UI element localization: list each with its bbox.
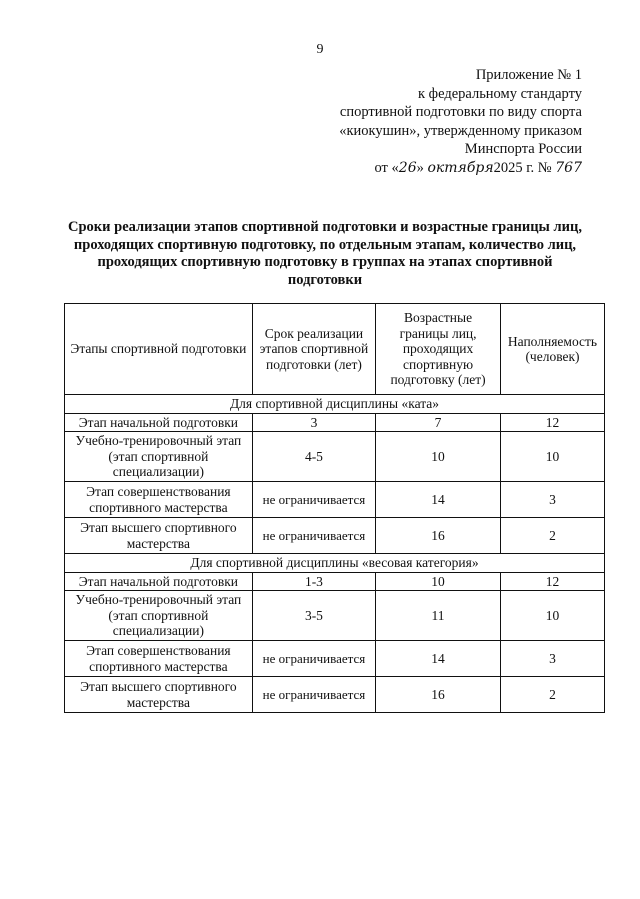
cell-fill: 3 — [500, 641, 604, 677]
header-age: Возрастные границы лиц, проходящих спортивную подготовку (лет) — [376, 304, 501, 395]
table-row — [65, 641, 605, 677]
cell-age: 14 — [376, 482, 501, 518]
handwritten-day: 26 — [398, 159, 417, 176]
date-prefix: от « — [374, 159, 399, 176]
date-day-suffix: » — [416, 159, 424, 176]
cell-term: 1-3 — [252, 572, 375, 591]
cell-term: не ограничивается — [252, 641, 375, 677]
cell-stage: Этап начальной подготовки — [65, 413, 253, 432]
cell-stage: Учебно-тренировочный этап (этап спортивной специализации) — [65, 591, 253, 641]
handwritten-order-number: 767 — [555, 159, 582, 176]
table-row — [65, 677, 605, 713]
header-stage: Этапы спортивной подготовки — [65, 304, 253, 395]
section-title: Для спортивной дисциплины «весовая категория» — [65, 554, 605, 573]
appendix-block — [262, 66, 582, 177]
order-date-line — [262, 159, 582, 178]
cell-stage: Этап высшего спортивного мастерства — [65, 677, 253, 713]
table-header-row — [65, 304, 605, 395]
cell-age: 10 — [376, 572, 501, 591]
cell-stage: Учебно-тренировочный этап (этап спортивной специализации) — [65, 432, 253, 482]
table-row — [65, 572, 605, 591]
cell-term: не ограничивается — [252, 518, 375, 554]
table-row — [65, 518, 605, 554]
cell-stage: Этап совершенствования спортивного мастерства — [65, 641, 253, 677]
table-row — [65, 591, 605, 641]
document-title: Сроки реализации этапов спортивной подготовки и возрастные границы лиц, проходящих спортивную подготовку, по отдельным этапам, количество лиц, проходящих спортивную подготовку в группах на этапах спортивной подготовки — [68, 219, 582, 288]
cell-stage: Этап совершенствования спортивного мастерства — [65, 482, 253, 518]
cell-fill: 10 — [500, 432, 604, 482]
appendix-line: к федеральному стандарту — [418, 85, 582, 102]
appendix-line: спортивной подготовки по виду спорта — [339, 104, 582, 120]
cell-age: 11 — [376, 591, 501, 641]
table-row — [65, 432, 605, 482]
appendix-line: «киокушин», утвержденному приказом — [339, 122, 582, 139]
cell-age: 16 — [376, 518, 501, 554]
cell-fill: 12 — [500, 413, 604, 432]
cell-age: 10 — [376, 432, 501, 482]
cell-term: 3-5 — [252, 591, 375, 641]
appendix-line: Приложение № 1 — [475, 67, 582, 83]
cell-age: 7 — [376, 413, 501, 432]
cell-term: 4-5 — [252, 432, 375, 482]
cell-fill: 2 — [500, 518, 604, 554]
cell-term: не ограничивается — [252, 677, 375, 713]
section-title: Для спортивной дисциплины «ката» — [65, 395, 605, 414]
cell-fill: 10 — [500, 591, 604, 641]
handwritten-month: октября — [427, 159, 494, 176]
header-fill: Наполняемость (человек) — [500, 304, 604, 395]
date-year-text: 2025 г. № — [493, 159, 552, 176]
table-row — [65, 482, 605, 518]
appendix-line: Минспорта России — [464, 141, 582, 157]
table-row — [65, 413, 605, 432]
section-row-weight-category — [65, 554, 605, 573]
cell-stage: Этап высшего спортивного мастерства — [65, 518, 253, 554]
cell-fill: 12 — [500, 572, 604, 591]
cell-stage: Этап начальной подготовки — [65, 572, 253, 591]
page-number: 9 — [316, 42, 324, 57]
header-term: Срок реализации этапов спортивной подготовки (лет) — [252, 304, 375, 395]
cell-term: не ограничивается — [252, 482, 375, 518]
cell-age: 16 — [376, 677, 501, 713]
cell-fill: 2 — [500, 677, 604, 713]
cell-term: 3 — [252, 413, 375, 432]
cell-age: 14 — [376, 641, 501, 677]
section-row-kata — [65, 395, 605, 414]
training-periods-table — [64, 303, 605, 713]
cell-fill: 3 — [500, 482, 604, 518]
